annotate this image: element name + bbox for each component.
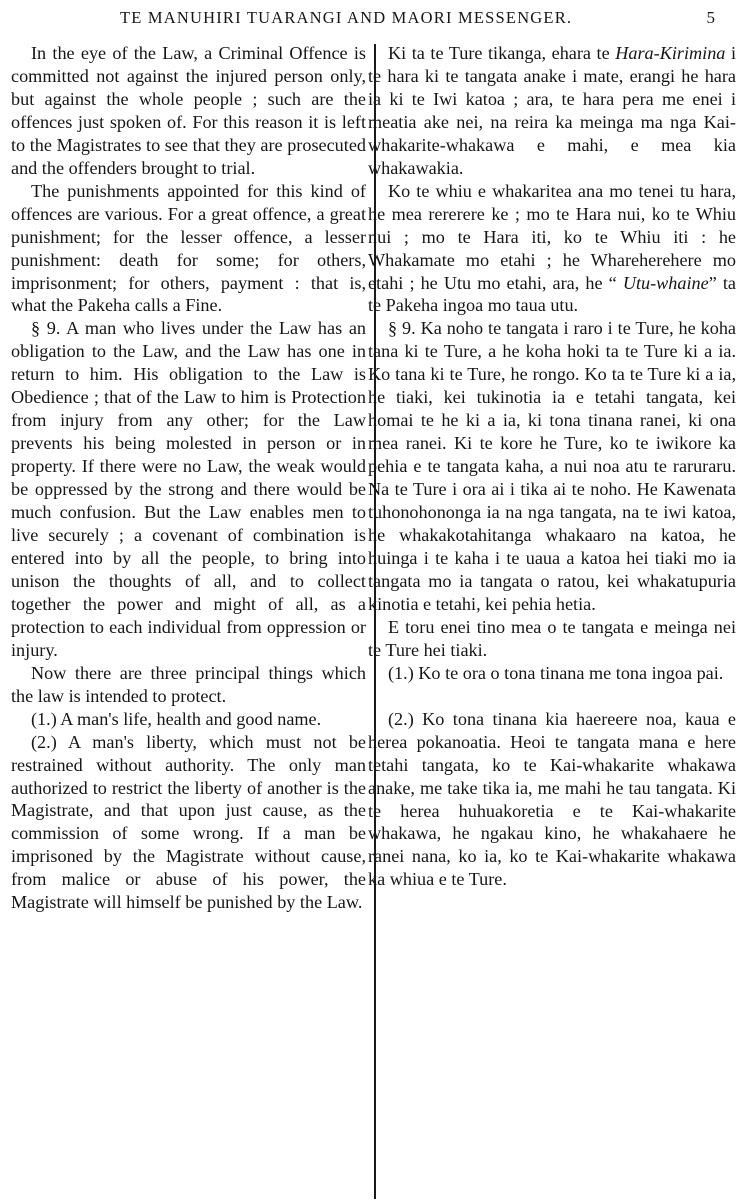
maori-column — [368, 42, 736, 891]
maori-italic-term: Utu-whaine — [622, 272, 709, 293]
maori-text: Ko te whiu e whakaritea ana mo tenei tu hara, he mea rererere ke ; mo te Hara nui, ko te Whiu nui ; mo te Hara iti, ko te Whiu iti : he Whakamate mo etahi ; he Wharehereherе mo etahi ; he Utu mo etahi, ara, he “ — [368, 180, 736, 293]
maori-paragraph-5: (1.) Ko te ora o tona tinana me tona ingoa pai. — [388, 662, 724, 683]
maori-paragraph-3: § 9. Ka noho te tangata i raro i te Ture, he koha tana ki te Ture, a he koha hoki ta te Ture ki a ia. Ko tana ki te Ture, he rongo. Ko ta te Ture ki a ia, he tiaki, kei tukinotia ia e tetahi tangata, kei homai te he ki a ia, ki tona tinana ranei, ki ona mea ranei. Ki te kore he Ture, ko te iwikore ka pehia e te tangata kaha, a nui noa atu te raruraru. Na te Ture i ora ai i tika ai te noho. He Kawenata tuhonohononga ia na nga tangata, na te iwi katoa, he whakakotahitanga whakaaro na katoa, he huinga i te kaha i te uaua a katoa hei tiaki mo ia tangata mo ia tangata o ratou, kei whakatupuria kinotia e tetahi, kei pehia hetia. — [368, 318, 736, 614]
english-paragraph-2: The punishments appointed for this kind of offences are various. For a great offence, a great punishment; for the lesser offence, a lesser punishment: death for some; for others, imprisonment; for others, payment : that is, what the Pakeha calls a Fine. — [11, 180, 366, 316]
maori-paragraph-2 — [368, 180, 736, 318]
running-title: TE MANUHIRI TUARANGI AND MAORI MESSENGER. — [120, 8, 573, 27]
maori-text: i te hara ki te tangata anake i mate, erangi he hara ia ki te Iwi katoa ; ara, te hara pera me enei i meatia ake nei, na reira ka meinga ma nga Kai-whakarite-whakawa e mahi, e mea kia whakawakia. — [368, 43, 736, 178]
english-paragraph-5: (1.) A man's life, health and good name. — [31, 708, 322, 729]
english-paragraph-4: Now there are three principal things which the law is intended to protect. — [11, 662, 366, 706]
english-column — [11, 42, 366, 914]
english-paragraph-1: In the eye of the Law, a Criminal Offence is committed not against the injured person only, but against the whole people ; such are the offences just spoken of. For this reason it is left to the Magistrates to see that they are prosecuted and the offenders brought to trial. — [11, 43, 366, 178]
maori-paragraph-4: E toru enei tino mea o te tangata e meinga nei te Ture hei tiaki. — [368, 616, 736, 660]
maori-text: Ki ta te Ture tikanga, ehara te — [388, 43, 616, 63]
maori-paragraph-1 — [368, 42, 736, 180]
english-paragraph-6: (2.) A man's liberty, which must not be restrained without authority. The only man authorized to restrict the liberty of another is the Magistrate, and that upon just cause, as the commission of some wrong. If a man be imprisoned by the Magistrate without cause, from malice or abuse of his power, the Magistrate will himself be punished by the Law. — [11, 731, 366, 913]
paragraph-spacer — [368, 685, 736, 708]
maori-text: ” ta te Pakeha ingoa mo taua utu. — [368, 272, 736, 316]
maori-italic-term: Hara-Kirimina — [615, 43, 726, 63]
english-paragraph-3: § 9. A man who lives under the Law has an obligation to the Law, and the Law has one in return to him. His obligation to the Law is Obedience ; that of the Law to him is Protection from injury from any other; for the Law prevents his being molested in person or in property. If there were no Law, the weak would be oppressed by the strong and there would be much confusion. But the Law enables men to live securely ; a covenant of combination is entered into by all the people, to bring into unison the thoughts of all, and to collect together the power and might of all, as a protection to each individual from oppression or injury. — [11, 318, 366, 660]
page-header — [0, 8, 748, 36]
maori-paragraph-6: (2.) Ko tona tinana kia haereere noa, kaua e herea pokanoatia. Heoi te tangata mana e here tetahi tangata, ko te Kai-whakarite whakawa anake, me take tika ia, me mahi he tau tangata. Ki te herea huhuakoretia e te Kai-whakarite whakawa, he ngakau kino, he whakahaere he ranei nana, ko ia, ko te Kai-whakarite whakawa ka whiua e te Ture. — [368, 708, 736, 890]
page-number: 5 — [706, 8, 715, 27]
